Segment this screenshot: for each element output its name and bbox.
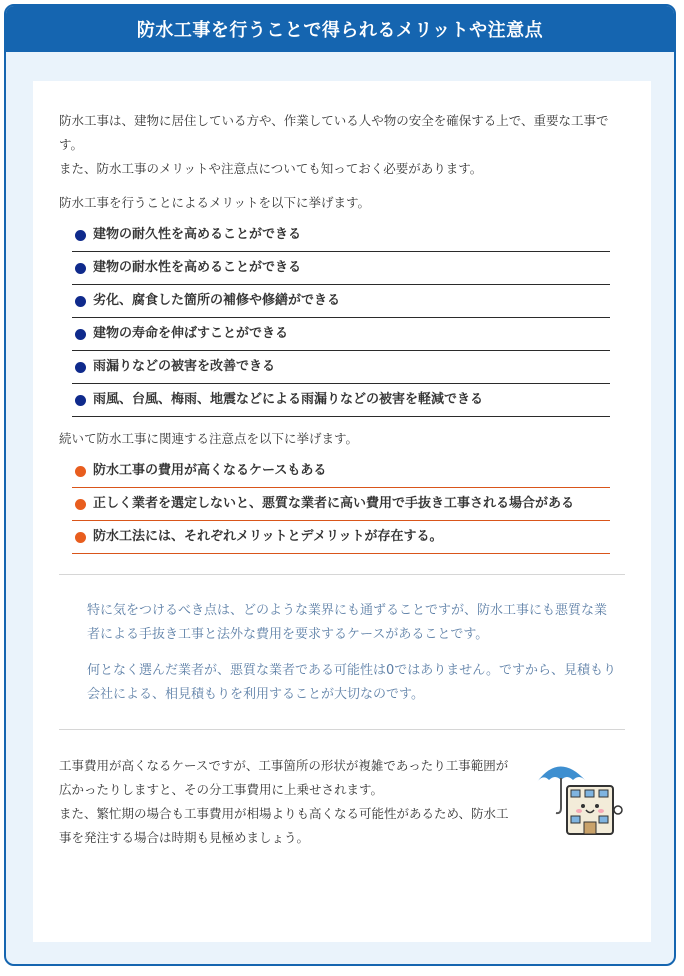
caution-list — [72, 455, 610, 554]
bullet-icon — [75, 466, 86, 477]
merit-list — [72, 219, 610, 417]
list-item: 建物の寿命を伸ばすことができる — [72, 318, 610, 351]
list-item: 劣化、腐食した箇所の補修や修繕ができる — [72, 285, 610, 318]
panel-header — [6, 6, 674, 52]
merit-lead: 防水工事を行うことによるメリットを以下に挙げます。 — [59, 195, 371, 210]
caution-lead: 続いて防水工事に関連する注意点を以下に挙げます。 — [59, 431, 359, 446]
list-item: 防水工法には、それぞれメリットとデメリットが存在する。 — [72, 521, 610, 554]
list-item: 正しく業者を選定しないと、悪質な業者に高い費用で手抜き工事される場合がある — [72, 488, 610, 521]
note-paragraph-2: 何となく選んだ業者が、悪質な業者である可能性は0ではありません。ですから、見積もり会社による、相見積もりを利用することが大切なのです。 — [87, 663, 617, 702]
bullet-icon — [75, 395, 86, 406]
list-item: 建物の耐水性を高めることができる — [72, 252, 610, 285]
closing-paragraph-2: また、繁忙期の場合も工事費用が相場よりも高くなる可能性があるため、防水工事を発注する場合は時期も見極めましょう。 — [59, 806, 509, 845]
bullet-icon — [75, 362, 86, 373]
note-paragraph-1: 特に気をつけるべき点は、どのような業界にも通ずることですが、防水工事にも悪質な業者による手抜き工事と法外な費用を要求するケースがあることです。 — [87, 603, 608, 642]
list-item: 雨漏りなどの被害を改善できる — [72, 351, 610, 384]
bullet-icon — [75, 263, 86, 274]
content-card — [33, 81, 651, 942]
list-item: 建物の耐久性を高めることができる — [72, 219, 610, 252]
building-with-umbrella-icon — [529, 750, 629, 840]
closing-paragraph-1: 工事費用が高くなるケースですが、工事箇所の形状が複雑であったり工事範囲が広かったりしますと、その分工事費用に上乗せされます。 — [59, 758, 509, 797]
closing-section — [59, 754, 617, 850]
intro-paragraph-2: また、防水工事のメリットや注意点についても知っておく必要があります。 — [59, 161, 483, 176]
bullet-icon — [75, 499, 86, 510]
list-item: 防水工事の費用が高くなるケースもある — [72, 455, 610, 488]
bullet-icon — [75, 329, 86, 340]
content-panel — [4, 4, 676, 966]
bullet-icon — [75, 532, 86, 543]
divider — [59, 729, 625, 730]
caution-note — [59, 575, 617, 707]
list-item: 雨風、台風、梅雨、地震などによる雨漏りなどの被害を軽減できる — [72, 384, 610, 417]
page-title: 防水工事を行うことで得られるメリットや注意点 — [136, 20, 544, 41]
bullet-icon — [75, 296, 86, 307]
intro-paragraph-1: 防水工事は、建物に居住している方や、作業している人や物の安全を確保する上で、重要な工事です。 — [59, 113, 609, 152]
bullet-icon — [75, 230, 86, 241]
